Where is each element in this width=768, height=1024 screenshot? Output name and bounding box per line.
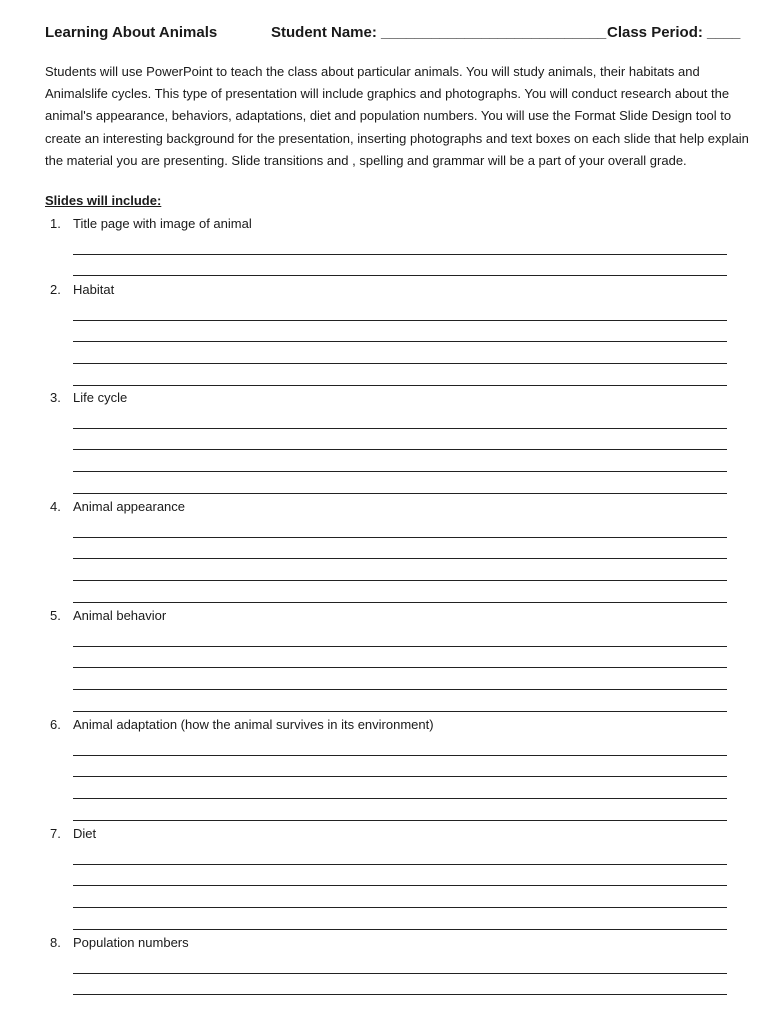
answer-line (73, 668, 727, 690)
item-label: Title page with image of animal (73, 216, 252, 231)
answer-lines (73, 734, 727, 821)
answer-lines (73, 952, 727, 995)
item-number: 5. (50, 608, 61, 623)
answer-line (73, 974, 727, 996)
item-label: Diet (73, 826, 97, 841)
answer-lines (73, 407, 727, 494)
answer-line (73, 538, 727, 560)
list-item (45, 389, 735, 494)
list-item (45, 716, 735, 821)
answer-line (73, 429, 727, 451)
student-name-field: Student Name: ___________________________ (271, 24, 607, 41)
answer-lines (73, 843, 727, 930)
answer-line (73, 865, 727, 887)
answer-line (73, 321, 727, 343)
answer-line (73, 756, 727, 778)
slides-heading: Slides will include: (45, 193, 162, 208)
item-number: 2. (50, 282, 61, 297)
list-item (45, 607, 735, 712)
answer-line (73, 777, 727, 799)
answer-line (73, 342, 727, 364)
item-label: Animal adaptation (how the animal survives in its environment) (73, 717, 434, 732)
answer-lines (73, 625, 727, 712)
answer-lines (73, 233, 727, 276)
answer-lines (73, 299, 727, 386)
item-label: Life cycle (73, 390, 128, 405)
item-label: Habitat (73, 282, 115, 297)
item-label: Animal appearance (73, 499, 186, 514)
answer-line (73, 690, 727, 712)
worksheet-header (45, 24, 740, 46)
list-item (45, 215, 735, 276)
list-item (45, 498, 735, 603)
answer-line (73, 625, 727, 647)
answer-line (73, 581, 727, 603)
answer-line (73, 450, 727, 472)
answer-line (73, 299, 727, 321)
item-number: 3. (50, 390, 61, 405)
item-number: 7. (50, 826, 61, 841)
answer-line (73, 952, 727, 974)
list-item (45, 825, 735, 930)
list-item (45, 281, 735, 386)
item-label: Population numbers (73, 935, 189, 950)
answer-line (73, 255, 727, 277)
list-item (45, 934, 735, 995)
answer-line (73, 407, 727, 429)
answer-line (73, 472, 727, 494)
answer-line (73, 516, 727, 538)
answer-line (73, 647, 727, 669)
answer-lines (73, 516, 727, 603)
answer-line (73, 843, 727, 865)
answer-line (73, 886, 727, 908)
intro-paragraph: Students will use PowerPoint to teach the class about particular animals. You will study animals, their habitats and Animalslife cycles. This type of presentation will include graphics and photographs. You will conduct research about the animal's appearance, behaviors, adaptations, diet and population numbers. You will use the Format Slide Design tool to create an interesting background for the presentation, inserting photographs and text boxes on each slide that help explain the material you are presenting. Slide transitions and , spelling and grammar will be a part of your overall grade. (45, 64, 749, 168)
answer-line (73, 233, 727, 255)
class-period-field: Class Period: ____ (607, 24, 741, 41)
item-number: 8. (50, 935, 61, 950)
answer-line (73, 364, 727, 386)
item-number: 4. (50, 499, 61, 514)
worksheet-title: Learning About Animals (45, 24, 218, 41)
answer-line (73, 559, 727, 581)
answer-line (73, 799, 727, 821)
item-number: 6. (50, 717, 61, 732)
item-label: Animal behavior (73, 608, 167, 623)
answer-line (73, 908, 727, 930)
item-number: 1. (50, 216, 61, 231)
answer-line (73, 734, 727, 756)
